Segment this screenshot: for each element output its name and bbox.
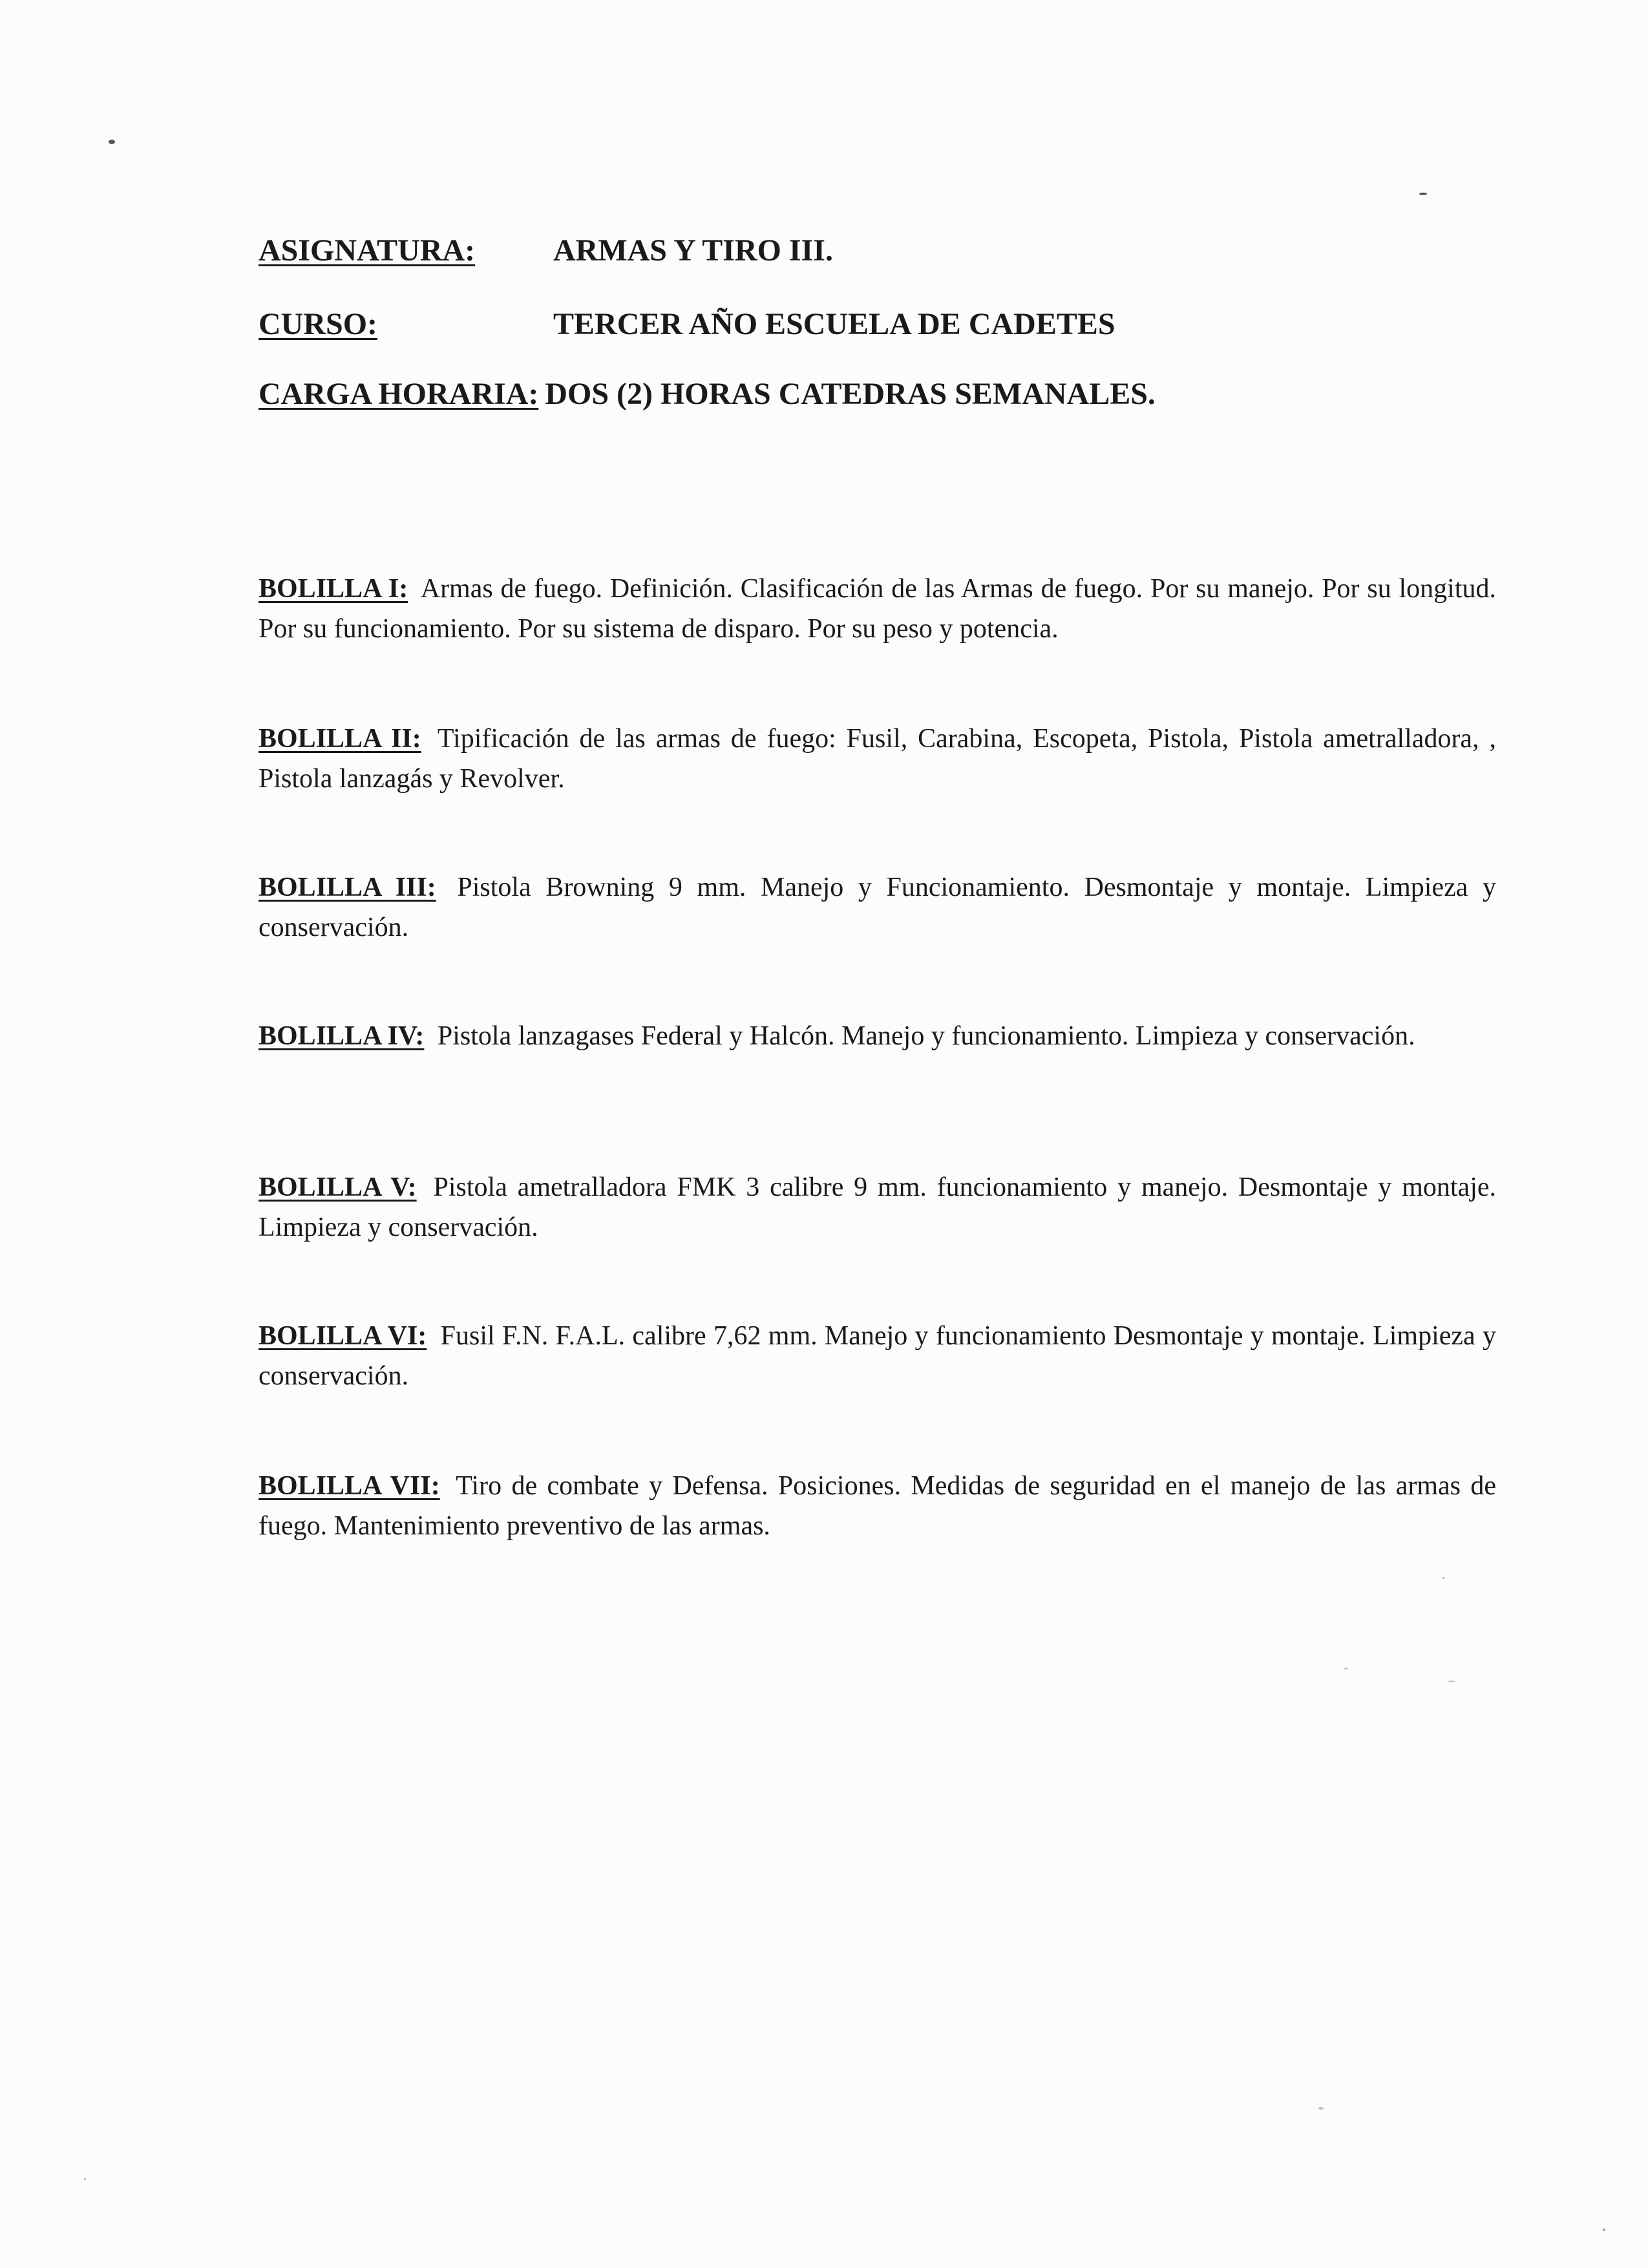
- scan-speck: [1448, 1680, 1455, 1682]
- hours-label: CARGA HORARIA:: [259, 377, 539, 411]
- subject-label: ASIGNATURA:: [259, 233, 476, 268]
- bolilla-2: [259, 719, 1496, 799]
- bolilla-4: [259, 1016, 1496, 1056]
- scan-speck: [1318, 2107, 1324, 2110]
- bolilla-5-text: Pistola ametralladora FMK 3 calibre 9 mm. funcionamiento y manejo. Desmontaje y montaje. Limpieza y conservación.: [259, 1172, 1497, 1242]
- bolilla-5-label: BOLILLA V:: [259, 1172, 417, 1202]
- subject-value: ARMAS Y TIRO III.: [553, 233, 833, 268]
- scan-speck: [1344, 1668, 1348, 1669]
- hours-value: DOS (2) HORAS CATEDRAS SEMANALES.: [545, 377, 1156, 411]
- bolilla-4-text: Pistola lanzagases Federal y Halcón. Manejo y funcionamiento. Limpieza y conservación.: [437, 1021, 1415, 1051]
- course-label: CURSO:: [259, 307, 378, 341]
- bolilla-5: [259, 1167, 1496, 1247]
- course-row: [259, 306, 1115, 342]
- scan-speck: [1442, 1577, 1444, 1579]
- bolilla-2-text: Tipificación de las armas de fuego: Fusil, Carabina, Escopeta, Pistola, Pistola ametralladora, , Pistola lanzagás y Revolver.: [259, 724, 1496, 794]
- bolilla-1: [259, 569, 1496, 649]
- bolilla-6-label: BOLILLA VI:: [259, 1321, 427, 1351]
- bolilla-3-label: BOLILLA III:: [259, 873, 436, 902]
- bolilla-7: [259, 1466, 1496, 1546]
- scan-speck: [1419, 193, 1427, 195]
- bolilla-1-text: Armas de fuego. Definición. Clasificación de las Armas de fuego. Por su manejo. Por su longitud. Por su funcionamiento. Por su sistema de disparo. Por su peso y potencia.: [259, 574, 1497, 644]
- bolilla-6-text: Fusil F.N. F.A.L. calibre 7,62 mm. Manejo y funcionamiento Desmontaje y montaje. Limpieza y conservación.: [259, 1321, 1496, 1391]
- scan-speck: [109, 140, 115, 144]
- course-value: TERCER AÑO ESCUELA DE CADETES: [553, 307, 1115, 341]
- hours-row: [259, 376, 1156, 412]
- scan-speck: [1603, 2229, 1605, 2231]
- subject-row: [259, 233, 833, 268]
- scan-speck: [84, 2178, 86, 2180]
- bolilla-3-text: Pistola Browning 9 mm. Manejo y Funcionamiento. Desmontaje y montaje. Limpieza y conservación.: [259, 873, 1497, 942]
- bolilla-3: [259, 867, 1496, 948]
- bolilla-6: [259, 1316, 1496, 1396]
- bolilla-2-label: BOLILLA II:: [259, 724, 421, 754]
- bolilla-7-text: Tiro de combate y Defensa. Posiciones. Medidas de seguridad en el manejo de las armas de fuego. Mantenimiento preventivo de las armas.: [259, 1471, 1496, 1541]
- bolilla-1-label: BOLILLA I:: [259, 574, 408, 604]
- bolilla-4-label: BOLILLA IV:: [259, 1021, 425, 1051]
- bolilla-7-label: BOLILLA VII:: [259, 1471, 440, 1501]
